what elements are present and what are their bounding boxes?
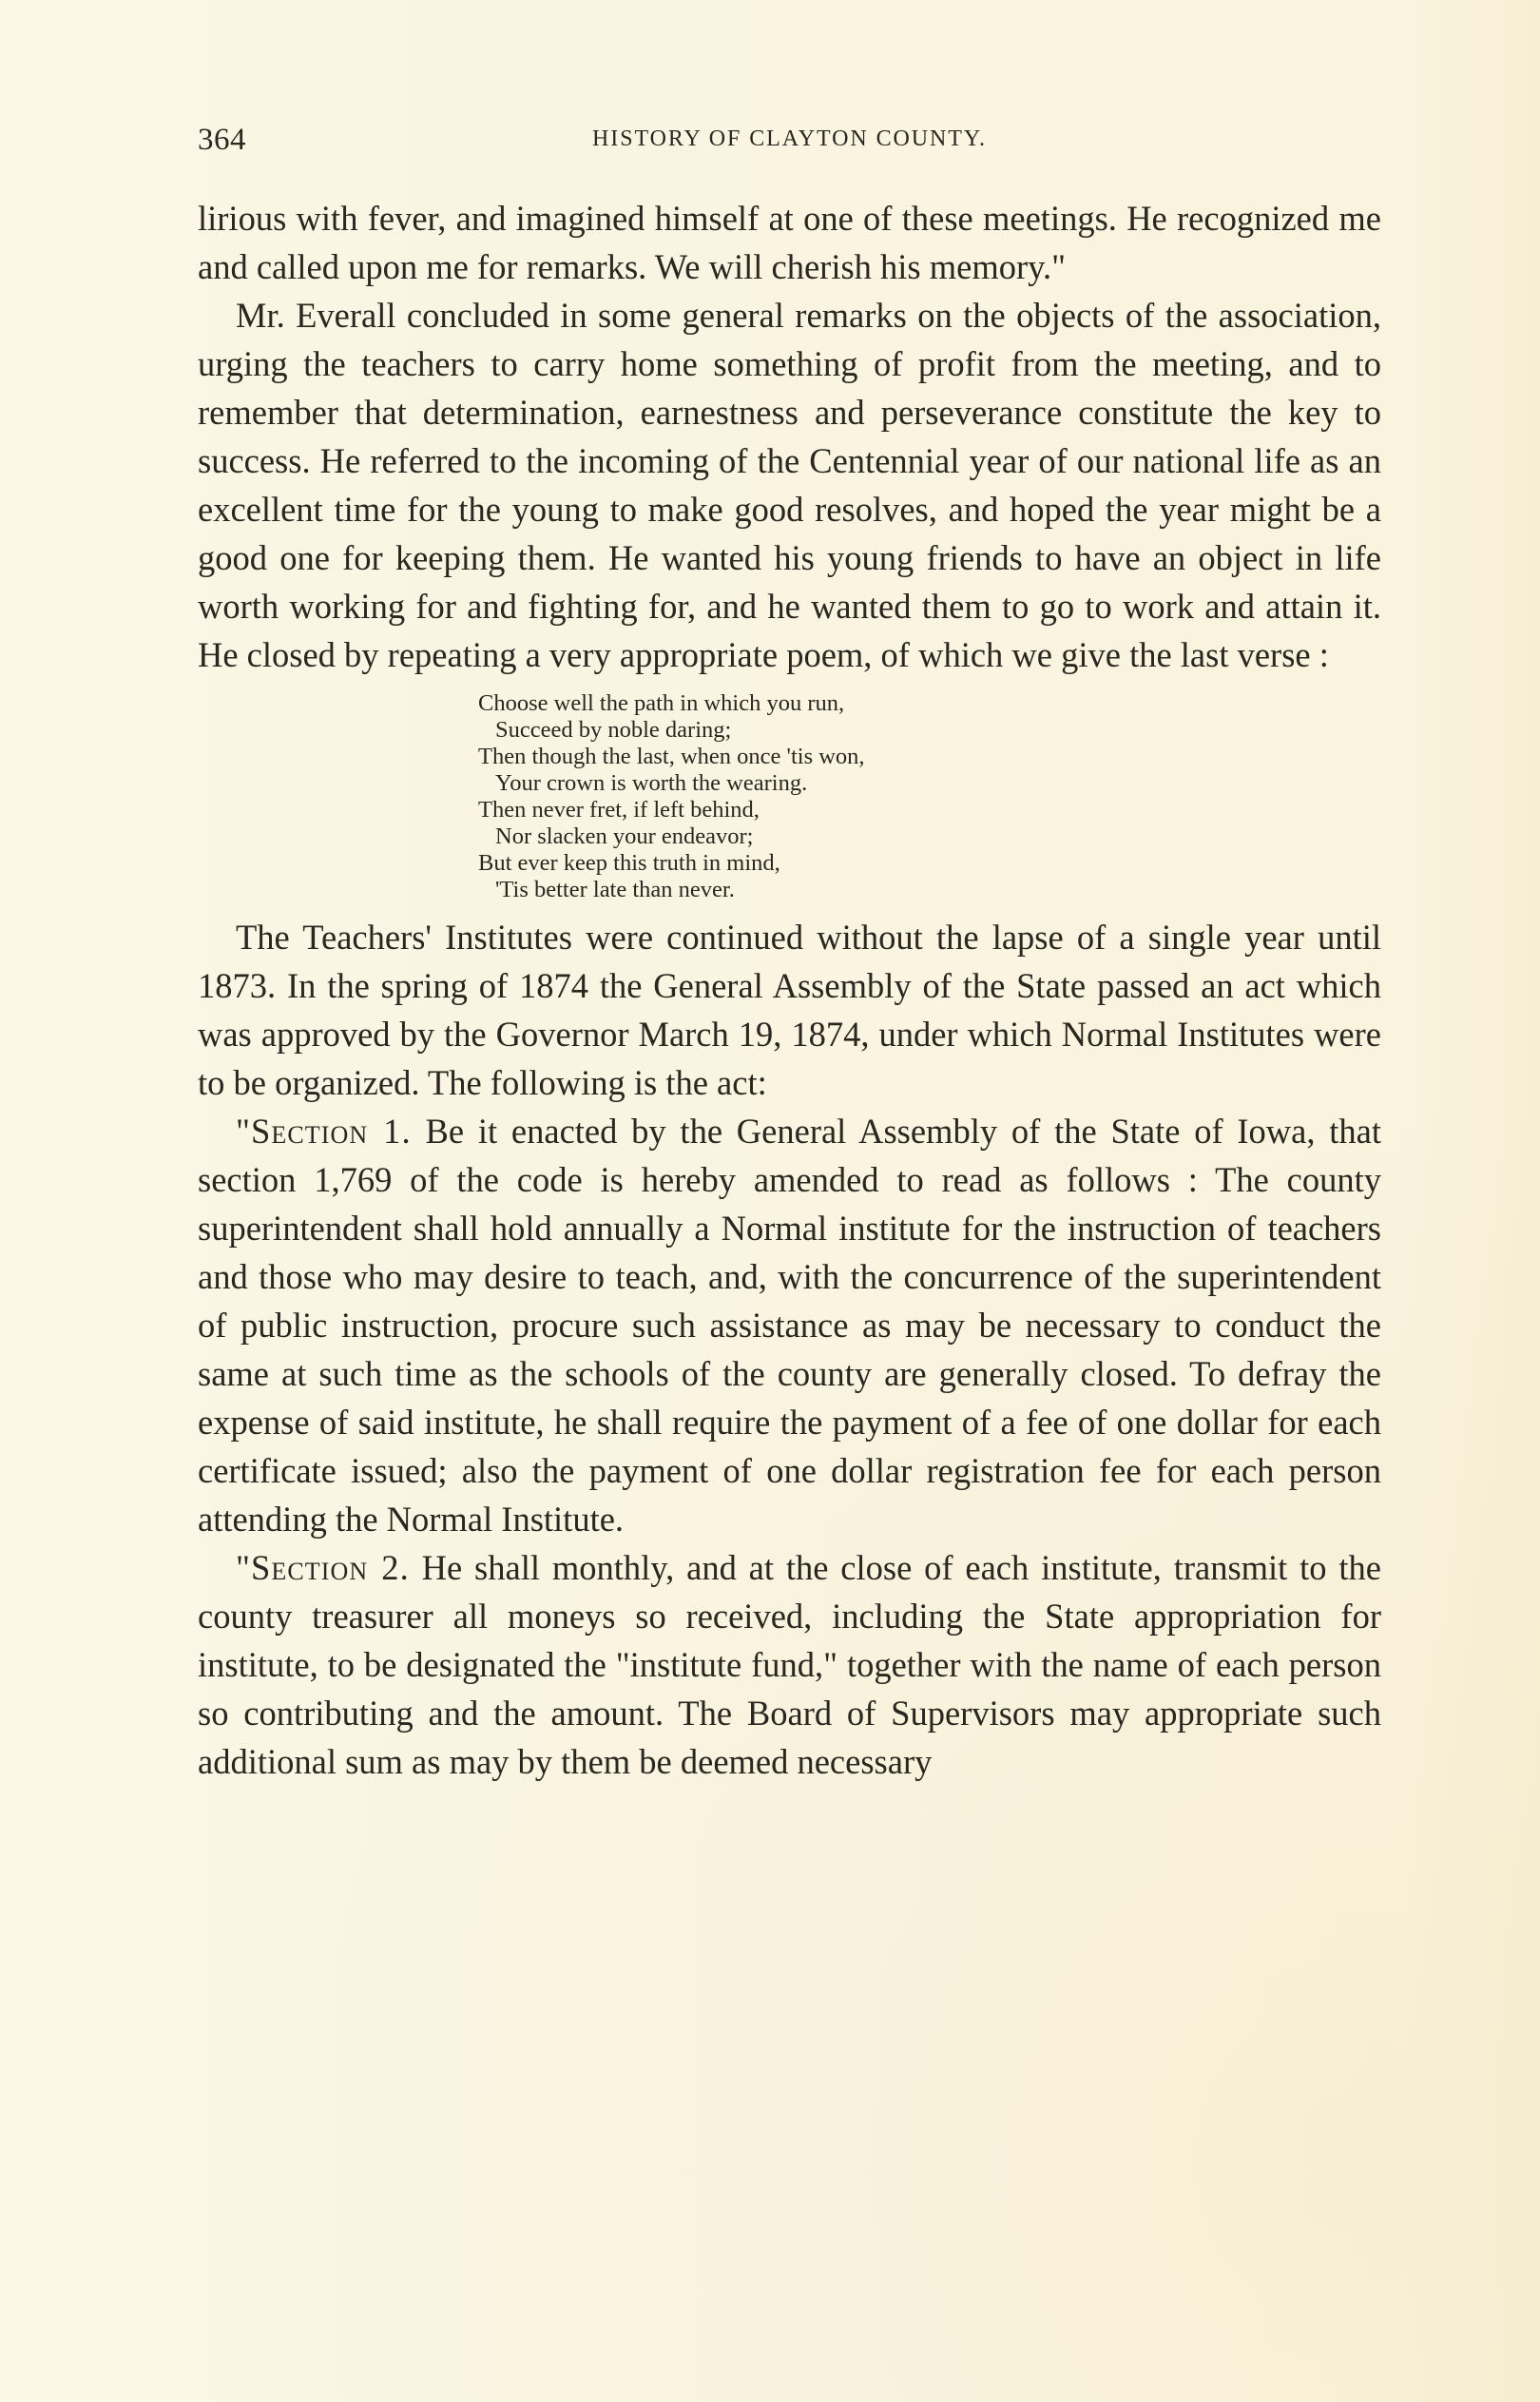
poem-line: But ever keep this truth in mind, <box>478 850 780 876</box>
section-2-body: He shall monthly, and at the close of each institute, transmit to the county treasurer all moneys so received, including the State appropriation for institute, to be designated the "institute fund," together with the name of each person so contributing and the amount. The Board of Supervisors may appropriate such additional sum as may by them be deemed necessary <box>198 1548 1382 1781</box>
running-head <box>198 120 1381 160</box>
continued-paragraph: lirious with fever, and imagined himself at one of these meetings. He recognized me and called upon me for remarks. We will cherish his memory." <box>198 199 1381 286</box>
institutes-paragraph: The Teachers' Institutes were continued without the lapse of a single year until 1873. In the spring of 1874 the General Assembly of the State passed an act which was approved by the Governor March 19, 1874, under which Normal Institutes were to be organized. The following is the act: <box>198 918 1381 1102</box>
poem-line: Choose well the path in which you run, <box>478 690 845 716</box>
page-number: 364 <box>198 123 246 157</box>
paper-edge-tint <box>1407 0 1540 2402</box>
poem-line: Then never fret, if left behind, <box>478 797 760 823</box>
running-title: HISTORY OF CLAYTON COUNTY. <box>592 126 987 151</box>
everall-paragraph: Mr. Everall concluded in some general remarks on the objects of the association, urging the teachers to carry home something of profit from the meeting, and to remember that determination, earnestness and perseverance constitute the key to success. He referred to the incoming of the Centennial year of our national life as an excellent time for the young to make good resolves, and hoped the year might be a good one for keeping them. He wanted his young friends to have an object in life worth working for and fighting for, and he wanted them to go to work and attain it. He closed by repeating a very appropriate poem, of which we give the last verse : <box>198 296 1381 674</box>
section-2-label: "Section 2. <box>236 1548 410 1587</box>
section-1-paragraph <box>198 1107 1381 1543</box>
poem-verse <box>198 690 1381 903</box>
poem-line: Nor slacken your endeavor; <box>495 823 754 849</box>
section-1-label: "Section 1. <box>236 1112 412 1151</box>
section-2-paragraph <box>198 1543 1381 1786</box>
poem-line: 'Tis better late than never. <box>495 877 735 902</box>
poem-line: Succeed by noble daring; <box>495 717 732 743</box>
poem-line: Your crown is worth the wearing. <box>495 770 808 796</box>
poem-line: Then though the last, when once 'tis won, <box>478 744 865 769</box>
section-1-body: Be it enacted by the General Assembly of the State of Iowa, that section 1,769 of the code is hereby amended to read as follows : The county superintendent shall hold annually a Normal institute for the instruction of teachers and those who may desire to teach, and, with the concurrence of the superintendent of public instruction, procure such assistance as may be necessary to conduct the same at such time as the schools of the county are generally closed. To defray the expense of said institute, he shall require the payment of a fee of one dollar for each certificate issued; also the payment of one dollar registration fee for each person attending the Normal Institute. <box>198 1112 1382 1539</box>
page-body <box>198 194 1381 1786</box>
